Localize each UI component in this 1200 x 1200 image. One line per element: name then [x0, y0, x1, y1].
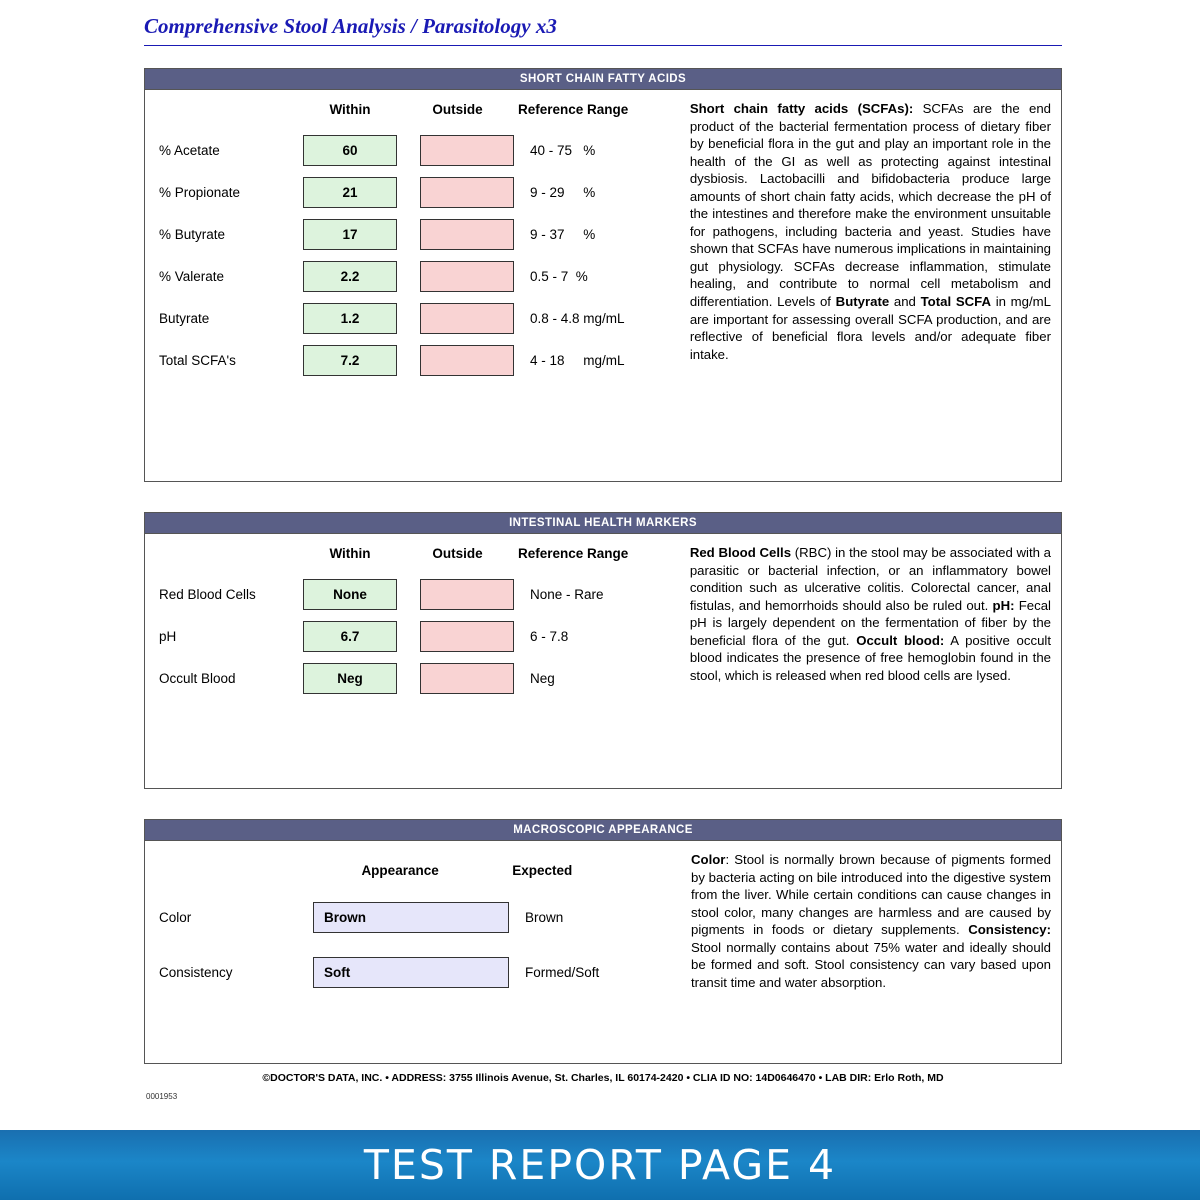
within-value-box: 1.2: [303, 303, 397, 334]
col-header-reference-range: Reference Range: [518, 546, 629, 561]
column-headers-intestinal: [145, 534, 678, 561]
reference-range-value: 6 - 7.8: [530, 629, 569, 644]
commentary-lead: Short chain fatty acids (SCFAs):: [689, 101, 914, 116]
section-header-macroscopic: MACROSCOPIC APPEARANCE: [145, 820, 1061, 841]
col-header-within: Within: [329, 102, 371, 117]
table-row: [145, 663, 678, 694]
outside-value-box: [420, 135, 514, 166]
analyte-label: % Propionate: [159, 185, 241, 200]
commentary-macroscopic: [679, 841, 1061, 999]
document-code: 0001953: [146, 1092, 178, 1101]
column-headers-macroscopic: [145, 841, 679, 878]
commentary-intestinal: [678, 534, 1061, 694]
col-header-reference-range: Reference Range: [518, 102, 629, 117]
commentary-lead: Red Blood Cells: [689, 545, 792, 560]
commentary-lead: Color: [691, 852, 726, 867]
col-header-analyte: [145, 102, 295, 117]
title-divider: [144, 45, 1062, 46]
table-row: [145, 957, 679, 988]
section-header-intestinal: INTESTINAL HEALTH MARKERS: [145, 513, 1061, 534]
commentary-bold-3: Total SCFA: [920, 294, 991, 310]
within-value-box: Neg: [303, 663, 397, 694]
col-header-analyte: [145, 546, 295, 561]
commentary-tail: in mg/mL are important for assessing overall SCFA production, and are reflective of beneficial flora levels and/or adequate fiber intake.: [689, 294, 1051, 362]
analyte-label: Occult Blood: [159, 671, 236, 686]
reference-range-value: 9 - 37 %: [530, 227, 596, 242]
appearance-value-box: Soft: [313, 957, 509, 988]
col-header-outside: Outside: [432, 102, 483, 117]
within-value-box: 60: [303, 135, 397, 166]
table-row: [145, 219, 678, 250]
expected-value: Formed/Soft: [525, 965, 600, 980]
commentary-mid-2: and: [889, 294, 921, 310]
reference-range-value: 0.8 - 4.8 mg/mL: [530, 311, 625, 326]
section-macroscopic-appearance: [144, 819, 1062, 1064]
page-left-margin: [0, 0, 14, 1130]
reference-range-value: Neg: [530, 671, 555, 686]
commentary-text: : Stool is normally brown because of pigments formed by bacteria acting on bile introduced into the digestive system from the liver. While certain conditions can cause changes in stool color, many changes are harmless and are caused by pigments in foods or dietary supplements.: [691, 852, 1051, 938]
appearance-value-box: Brown: [313, 902, 509, 933]
commentary-bold-2: pH:: [992, 597, 1015, 613]
banner-label: TEST REPORT PAGE 4: [363, 1141, 837, 1189]
outside-value-box: [420, 621, 514, 652]
reference-range-value: 9 - 29 %: [530, 185, 596, 200]
analyte-label: Red Blood Cells: [159, 587, 256, 602]
within-value-box: 21: [303, 177, 397, 208]
outside-value-box: [420, 663, 514, 694]
reference-range-value: 40 - 75 %: [530, 143, 596, 158]
within-value-box: 6.7: [303, 621, 397, 652]
document-title-block: [144, 14, 1062, 46]
table-row: [145, 345, 678, 376]
col-header-expected: Expected: [512, 863, 573, 878]
analyte-label: % Valerate: [159, 269, 225, 284]
within-value-box: None: [303, 579, 397, 610]
commentary-bold-2: Consistency:: [968, 922, 1051, 938]
commentary-mid-2: Fecal pH is largely dependent on the fermentation of fiber by the beneficial flora of the gut.: [689, 597, 1051, 648]
commentary-bold-3: Occult blood:: [856, 632, 945, 648]
col-header-outside: Outside: [432, 546, 483, 561]
reference-range-value: 0.5 - 7 %: [530, 269, 588, 284]
page-title: Comprehensive Stool Analysis / Parasitology x3: [144, 14, 557, 38]
table-row: [145, 261, 678, 292]
table-row: [145, 621, 678, 652]
page-banner: [0, 1130, 1200, 1200]
within-value-box: 2.2: [303, 261, 397, 292]
outside-value-box: [420, 579, 514, 610]
table-row: [145, 579, 678, 610]
analyte-label: % Butyrate: [159, 227, 226, 242]
outside-value-box: [420, 261, 514, 292]
analyte-label: % Acetate: [159, 143, 220, 158]
col-header-appearance: Appearance: [361, 863, 439, 878]
analyte-label: pH: [159, 629, 177, 644]
column-headers-scfa: [145, 90, 678, 117]
outside-value-box: [420, 303, 514, 334]
commentary-tail: A positive occult blood indicates the presence of free hemoglobin found in the stool, which is released when red blood cells are lysed.: [689, 632, 1051, 683]
commentary-text: SCFAs are the end product of the bacterial fermentation process of dietary fiber by beneficial flora in the gut and play an important role in the health of the GI as well as protecting against intestinal dysbiosis. Lactobacilli and bifidobacteria produce large amounts of short chain fatty acids, which decrease the pH of the intestines and therefore make the environment unsuitable for pathogens, including bacteria and yeast. Studies have shown that SCFAs have numerous implications in maintaining gut physiology. SCFAs decrease inflammation, stimulate healing, and contribute to normal cell metabolism and differentiation. Levels of: [689, 101, 1051, 310]
section-short-chain-fatty-acids: [144, 68, 1062, 482]
reference-range-value: 4 - 18 mg/mL: [530, 353, 625, 368]
footer-lab-info: ©DOCTOR'S DATA, INC. • ADDRESS: 3755 Illinois Avenue, St. Charles, IL 60174-2420 • CLIA ID NO: 14D0646470 • LAB DIR: Erlo Roth, MD: [262, 1072, 944, 1084]
table-row: [145, 177, 678, 208]
commentary-scfa: [678, 90, 1061, 376]
col-header-within: Within: [329, 546, 371, 561]
table-row: [145, 902, 679, 933]
within-value-box: 17: [303, 219, 397, 250]
within-value-box: 7.2: [303, 345, 397, 376]
outside-value-box: [420, 177, 514, 208]
reference-range-value: None - Rare: [530, 587, 604, 602]
section-header-scfa: SHORT CHAIN FATTY ACIDS: [145, 69, 1061, 90]
outside-value-box: [420, 345, 514, 376]
attribute-label: Color: [159, 910, 192, 925]
outside-value-box: [420, 219, 514, 250]
table-row: [145, 135, 678, 166]
section-intestinal-health-markers: [144, 512, 1062, 789]
commentary-text: (RBC) in the stool may be associated with a parasitic or bacterial infection, or an inflammatory bowel condition such as ulcerative colitis. Colorectal cancer, anal fistulas, and hemorrhoids should also be ruled out.: [689, 545, 1052, 613]
analyte-label: Total SCFA's: [159, 353, 236, 368]
table-row: [145, 303, 678, 334]
commentary-bold-2: Butyrate: [835, 294, 890, 310]
attribute-label: Consistency: [159, 965, 233, 980]
expected-value: Brown: [525, 910, 564, 925]
col-header-attribute: [145, 863, 302, 878]
analyte-label: Butyrate: [159, 311, 210, 326]
commentary-mid-2: Stool normally contains about 75% water and ideally should be formed and soft. Stool consistency can vary based upon transit time and water absorption.: [691, 939, 1051, 990]
